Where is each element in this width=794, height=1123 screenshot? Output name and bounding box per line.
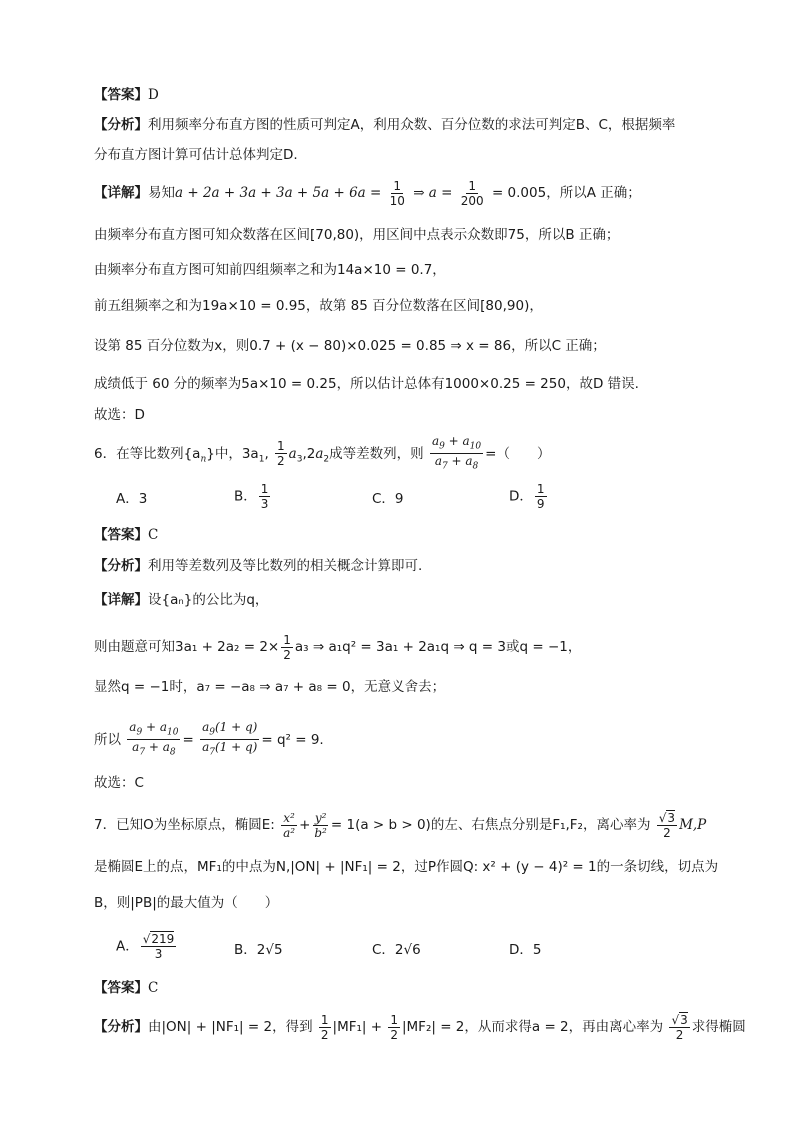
detail-line-3: 由频率分布直方图可知前四组频率之和为14a×10 = 0.7， bbox=[94, 262, 446, 278]
q7-option-b: B．2√5 bbox=[234, 942, 283, 958]
detail-line-5: 设第 85 百分位数为x，则0.7 + (x − 80)×0.025 = 0.85 ⇒ x = 86，所以C 正确； bbox=[94, 338, 606, 354]
ratio-fraction: $\frac{a_9 + a_{10}}{a_7 + a_8}$ bbox=[431, 434, 482, 472]
answer-value: D bbox=[148, 87, 159, 103]
q6-stem: 6．在等比数列$\{a_n\}$中，$3a_1$, $\frac{1}{2}$ $a_3,2a_2$成等差数列，则 $\frac{a_9 + a_{10}}{a_7 + a_8}$ =（ ） bbox=[94, 434, 551, 472]
q7-stem-line-1: 7．已知O为坐标原点，椭圆E: $\frac{\text{x²}}{\text{a²}}$ + $\frac{\text{y²}}{\text{b²}}$ = 1(a > b > 0)的左、右焦点分别是F₁,F₂，离心率为 $\frac{√3}{2}$ M,P bbox=[94, 810, 707, 840]
analysis-tag: 【分析】 bbox=[94, 117, 148, 133]
detail-line-6: 成绩低于 60 分的频率为5a×10 = 0.25，所以估计总体有1000×0.25 = 250，故D 错误. bbox=[94, 376, 639, 392]
q7-answer-line: 【答案】C bbox=[94, 980, 159, 996]
q7-option-a: A． $\frac{√219}{3}$ bbox=[116, 932, 175, 961]
q6-detail-line-1: 【详解】设{aₙ}的公比为q， bbox=[94, 592, 269, 608]
q6-option-b: B． $\frac{1}{3}$ bbox=[234, 482, 269, 511]
q7-option-d: D．5 bbox=[509, 942, 542, 958]
q6-option-a: A．3 bbox=[116, 491, 148, 507]
q7-stem-line-2: 是椭圆E上的点，MF₁的中点为N,|ON| + |NF₁| = 2，过P作圆Q: x² + (y − 4)² = 1的一条切线，切点为 bbox=[94, 859, 719, 875]
q6-option-c: C．9 bbox=[372, 491, 404, 507]
q6-answer-line: 【答案】C bbox=[94, 527, 159, 543]
q6-detail-line-4: 所以 $\frac{a_9 + a_{10}}{a_7 + a_8}$ = $\frac{a_9(1 + q)}{a_7(1 + q)}$ = q² = 9. bbox=[94, 720, 324, 758]
analysis-line-1 bbox=[94, 115, 675, 135]
analysis-text: 利用频率分布直方图的性质可判定A，利用众数、百分位数的求法可判定B、C，根据频率 bbox=[148, 117, 676, 133]
q6-detail-line-2: 则由题意可知3a₁ + 2a₂ = 2× $\frac{1}{2}$ a₃ ⇒ a₁q² = 3a₁ + 2a₁q ⇒ q = 3或q = −1， bbox=[94, 632, 582, 662]
q6-option-d: D． $\frac{1}{9}$ bbox=[509, 482, 545, 511]
detail-line-4: 前五组频率之和为19a×10 = 0.95，故第 85 百分位数落在区间[80,90)， bbox=[94, 298, 543, 314]
detail-tag: 【详解】 bbox=[94, 185, 148, 201]
answer-tag: 【答案】 bbox=[94, 87, 148, 103]
detail-line-1: 【详解】易知a + 2a + 3a + 3a + 5a + 6a = $\frac{1}{10}$ ⇒ a = $\frac{1}{200}$ = 0.005，所以A 正确； bbox=[94, 178, 641, 208]
q7-option-c: C．2√6 bbox=[372, 942, 421, 958]
fraction-half: $\frac{1}{2}$ bbox=[277, 439, 285, 469]
fraction-one-tenth: $\frac{1}{10}$ bbox=[389, 178, 405, 208]
choose-line: 故选：D bbox=[94, 407, 145, 423]
fraction-one-200: $\frac{1}{200}$ bbox=[460, 178, 484, 208]
q7-stem-line-3: B，则|PB|的最大值为（ ） bbox=[94, 895, 279, 911]
q6-analysis-line: 【分析】利用等差数列及等比数列的相关概念计算即可. bbox=[94, 558, 423, 574]
sum-expression: a + 2a + 3a + 3a + 5a + 6a = bbox=[175, 185, 382, 201]
q6-detail-line-3: 显然q = −1时，a₇ = −a₈ ⇒ a₇ + a₈ = 0，无意义舍去； bbox=[94, 679, 446, 695]
q7-analysis-line: 【分析】由|ON| + |NF₁| = 2，得到 $\frac{1}{2}$ |MF₁| + $\frac{1}{2}$ |MF₂| = 2，从而求得a = 2，再由离心率为 $\frac{√3}{2}$ 求得椭圆 bbox=[94, 1012, 746, 1042]
q6-choose-line: 故选：C bbox=[94, 775, 144, 791]
detail-line-2: 由频率分布直方图可知众数落在区间[70,80)，用区间中点表示众数即75，所以B 正确； bbox=[94, 227, 620, 243]
analysis-line-2: 分布直方图计算可估计总体判定D. bbox=[94, 147, 298, 163]
answer-line bbox=[94, 85, 159, 105]
